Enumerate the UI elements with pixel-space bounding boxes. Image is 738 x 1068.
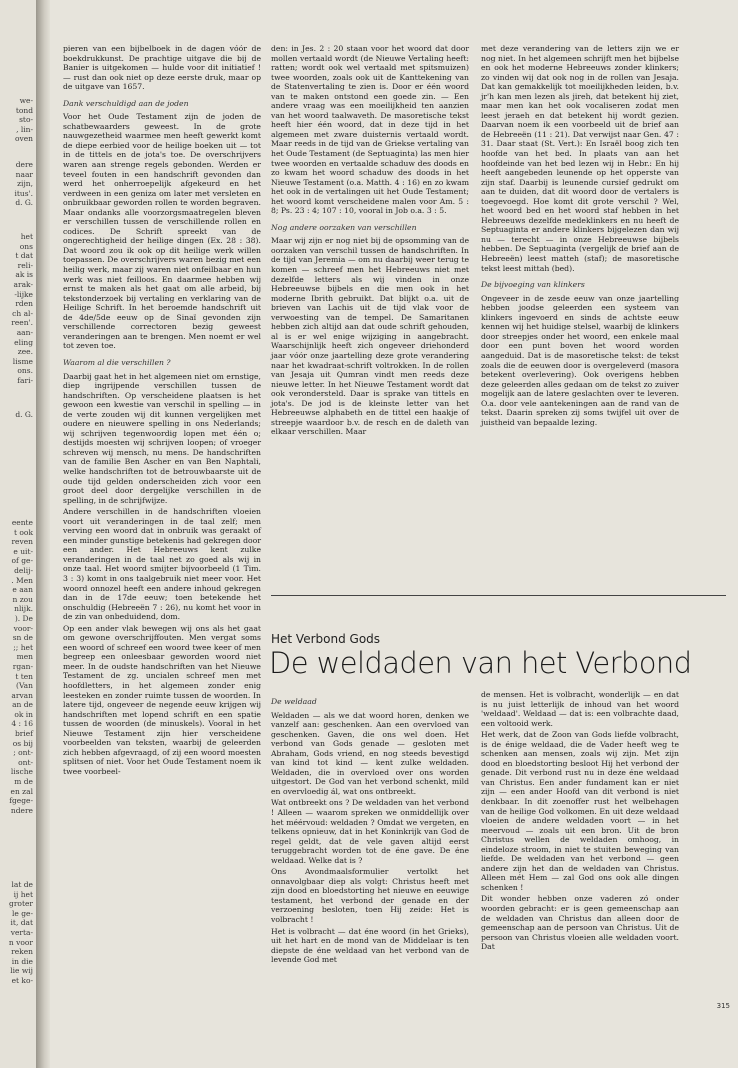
paragraph: pieren van een bijbelboek in de dagen vóór de boekdrukkunst. De prachtige uitgave die bij de Banier is uitgekomen — hulde voor dit initiatief ! — rust dan ook niet op deze eerste druk, maar op de uitgave van 1657.: [63, 44, 261, 92]
paragraph: Maar wij zijn er nog niet bij de opsomming van de oorzaken van verschil tussen de handschriften. In de tijd van Jeremia — om nu daarbij weer terug te komen — schreef men het Hebreeuws niet met dezelfde letters als wij vinden in onze Hebreeuwse bijbels en die men ook in het moderne Ibrith gebruikt. Dat blijkt o.a. uit de brieven van Lachis uit de tijd vlak voor de verwoesting van de tempel. De Samaritanen hebben zich altijd aan dat oude schrift gehouden, al is er wel enige wijziging in aangebracht. Waarschijnlijk heeft zich ongeveer driehonderd jaar vóór onze jaartelling deze grote verandering naar het kwadraat-schrift voltrokken. In de rollen van Jesaja uit Qumran vindt men reeds deze nieuwe letter. In het Nieuwe Testament wordt dat ook verondersteld. Daar is sprake van tittels en jota's. De jod is de kleinste letter van het Hebreeuwse alphabeth en de tittel een haakje of streepje waardoor b.v. de resch en de daleth van elkaar verschillen. Maar: [271, 236, 469, 437]
paragraph: Het is volbracht — dat éne woord (in het Grieks), uit het hart en de mond van de Middelaar is ten diepste de éne weldaad van het verbond van de levende God met: [271, 926, 469, 965]
previous-page-margin: [0, 0, 37, 1068]
paragraph: Daarbij gaat het in het algemeen niet om ernstige, diep ingrijpende verschillen tussen de handschriften. Op verscheidene plaatsen is het gewoon een kwestie van verschil in spelling — in de verte zouden wij dit kunnen vergelijken met oudere en nieuwere spelling in ons Nederlands; wij schrijven tegenwoordig lopen met één o; destijds moesten wij schrijven loopen; of vroeger schreven wij mensch, nu mens. De handschriften van de familie Ben Ascher en van Ben Naphtali, welke handschriften tot de betrouwbaarste uit de oude tijd gelden onderscheiden zich voor een groot deel door dergelijke verschillen in de spelling, in de schrijfwijze.: [63, 371, 261, 505]
subheading: Nog andere oorzaken van verschillen: [271, 222, 417, 232]
paragraph: Het werk, dat de Zoon van Gods liefde volbracht, is de énige weldaad, die de Vader heeft weg te schenken aan mensen, zoals wij zijn. Met zijn dood en bloedstorting besloot Hij het verbond der genade. Dit verbond rust nu in deze éne weldaad van Christus. Een ander fundament kan er niet zijn — een ander Hoofd van dit verbond is niet denkbaar. In dit zoenoffer rust het welbehagen van de heilige God volkomen. En uit deze weldaad vloeien de andere weldaden voort — in het meervoud — zoals uit een bron. Uit de bron Christus wellen de weldaden omhoog, in eindeloze stroom, in niet te stuiten beweging van liefde. De weldaden van het verbond — geen andere zijn het dan de weldaden van Christus. Alleen mét Hem — zal God ons ook alle dingen schenken !: [481, 730, 679, 892]
previous-page-text-fragment: d. G.: [15, 410, 33, 419]
article-column-2: [481, 690, 679, 1055]
subheading: Waarom al die verschillen ?: [63, 357, 171, 367]
article-column-1: [271, 690, 469, 1055]
paragraph: Ongeveer in de zesde eeuw van onze jaartelling hebben joodse geleerden een systeem van klinkers ingevoerd en sinds de achtste eeuw kennen wij het huidige stelsel, waarbij de klinkers door streepjes onder het woord, een enkele maal door een punt boven het woord worden aangeduid. Dat is de masoretische tekst: de tekst zoals die de eeuwen door is overgeleverd (masora betekent overlevering). Ook overigens hebben deze geleerden alles gedaan om de tekst zo zuiver mogelijk aan de latere geslachten over te leveren. O.a. door vele aantekeningen aan de rand van de tekst. Daarin spreken zij soms twijfel uit over de juistheid van bepaalde lezing.: [481, 293, 679, 427]
paragraph: Weldaden — als we dat woord horen, denken we vanzelf aan: geschenken. Aan een overvloed van geschenken. Gaven, die ons wel doen. Het verbond van Gods genade — gesloten met Abraham, Gods vriend, en nog steeds bevestigd van kind tot kind — kent zulke weldaden. Weldaden, die in overvloed over ons worden uitgestort. De God van het verbond schenkt, mild en overvloedig ál, wat ons ontbreekt.: [271, 710, 469, 796]
column-1: [63, 44, 261, 1054]
paragraph: den: in Jes. 2 : 20 staan voor het woord dat door mollen vertaald wordt (de Nieuwe Vertaling heeft: ratten; wordt ook wel vertaald met spitsmuizen) twee woorden, zoals ook uit de Kanttekening van de Statenvertaling te zien is. Door er één woord van te maken ontstond een goede zin. — Een andere vraag was een moeilijkheid ten aanzien van het woord taalwaveth. De masoretische tekst heeft hier één woord, dat in deze tijd in het algemeen met zware duisternis vertaald wordt. Maar reeds in de tijd van de Griekse vertaling van het Oude Testament (de Septuaginta) las men hier twee woorden en vertaalde schaduw des doods en zo kwam het woord schaduw des doods in het Nieuwe Testament (o.a. Matth. 4 : 16) en zo kwam het ook in de vertalingen uit het Oude Testament; het woord komt verscheidene malen voor Am. 5 : 8; Ps. 23 : 4; 107 : 10, vooral in Job o.a. 3 : 5.: [271, 44, 469, 216]
paragraph: Andere verschillen in de handschriften vloeien voort uit veranderingen in de taal zelf; men verving een woord dat in onbruik was geraakt of een minder gunstige betekenis had gekregen door een ander. Het Hebreeuws kent zulke veranderingen in de taal net zo goed als wij in onze taal. Het woord smijter bijvoorbeeld (1 Tim. 3 : 3) komt in ons taalgebruik niet meer voor. Het woord onnozel heeft een andere inhoud gekregen dan in de 17de eeuw; toen betekende het onschuldig (Hebreeën 7 : 26), nu komt het voor in de zin van onbeduidend, dom.: [63, 507, 261, 622]
previous-page-text-fragment: lat de ij het groter le ge- it, dat verta- n voor reken in die lie wij et ko-: [8, 880, 33, 985]
page-number: 315: [716, 1002, 730, 1010]
column-3: [481, 44, 679, 574]
section-divider: [271, 595, 726, 596]
article-kicker: Het Verbond Gods: [271, 632, 381, 646]
magazine-page: [50, 0, 738, 1068]
previous-page-text-fragment: dere naar zijn, itus'. d. G.: [14, 160, 33, 208]
paragraph: Ons Avondmaalsformulier vertolkt het onnavolgbaar diep als volgt: Christus heeft met zijn dood en bloedstorting het nieuwe en eeuwige testament, het verbond der genade en der verzoening besloten, toen Hij zeide: Het is volbracht !: [271, 867, 469, 925]
article-headline: De weldaden van het Verbond: [269, 646, 692, 680]
previous-page-text-fragment: het ons t dat reli- ak is arak- -lijke rden ch al- reen'. aan- eling zee. lisme ons. fari-: [11, 232, 33, 385]
subheading: De bijvoeging van klinkers: [481, 280, 585, 290]
paragraph: de mensen. Het is volbracht, wonderlijk — en dat is nu juist letterlijk de inhoud van het woord 'weldaad'. Weldaad — dat is: een volbrachte daad, een voltooid werk.: [481, 690, 679, 728]
subheading: Dank verschuldigd aan de joden: [63, 98, 189, 108]
paragraph: Op een ander vlak bewegen wij ons als het gaat om gewone overschrijffouten. Men vergat soms een woord of schreef een woord twee keer of men begreep een onleesbaar geworden woord niet meer. In de oudste handschriften van het Nieuwe Testament de zg. uncialen schreef men met hoofdletters, in het algemeen zonder enig leesteken en zonder ruimte tussen de woorden. In latere tijd, ongeveer de negende eeuw krijgen wij handschriften met lopend schrift en een spatie tussen de woorden (de minuskels). Vooral in het Nieuwe Testament zijn hier verscheidene voorbeelden van teksten, waarbij de geleerden zich hebben afgevraagd, of zij een woord moesten splitsen of niet. Voor het Oude Testament noem ik twee voorbeel-: [63, 623, 261, 776]
paragraph: met deze verandering van de letters zijn we er nog niet. In het algemeen schrijft men het bijbelse en ook het moderne Hebreeuws zonder klinkers; zo vinden wij dat ook nog in de rollen van Jesaja. Dat kan gemakkelijk tot moeilijkheden leiden, b.v. jr'h kan men lezen als jireh, dat betekent hij ziet, maar men kan het ook vocaliseren zodat men leest jeraeh en dat betekent hij wordt gezien. Daarvan noem ik een voorbeeld uit de brief aan de Hebreeën (11 : 21). Dat verwijst naar Gen. 47 : 31. Daar staat (St. Vert.): En Israël boog zich ten hoofde van het bed. In plaats van aan het hoofdeinde van het bed lezen wij in Hebr.: En hij heeft aangebeden leunende op het opperste van zijn staf. Daarbij is leunende cursief gedrukt om aan te duiden, dat dit woord door de vertalers is toegevoegd. Hoe komt dit grote verschil ? Wel, het woord bed en het woord staf hebben in het Hebreeuws dezelfde medeklinkers en nu heeft de Septuaginta er andere klinkers bijgelezen dan wij nu — terecht — in onze Hebreeuwse bijbels hebben. De Septuaginta (vergelijk de brief aan de Hebreeën) leest matteh (staf); de masoretische tekst leest mittah (bed).: [481, 44, 679, 273]
paragraph: Wat ontbreekt ons ? De weldaden van het verbond ! Alleen — waarom spreken we onmiddellijk over het méérvoud: weldaden ? Omdat we vergeten, en telkens opnieuw, dat in het Koninkrijk van God de regel geldt, dat de vele gaven altijd eerst teruggebracht worden tot de éne gave. De éne weldaad. Welke dat is ?: [271, 798, 469, 865]
previous-page-text-fragment: we- tond sto- , lin- oven: [14, 96, 33, 144]
previous-page-text-fragment: eente t ook reven e uit- of ge- delij- . Men e aan n zou nlijk. ). De voor- sn de ;; het men rgan- t ten (Van arvan an de ok in 4 : 16 brief os bij ; ont- ont- lische m de en zal fgege- ndere: [9, 518, 33, 815]
paragraph: Voor het Oude Testament zijn de joden de schatbewaarders geweest. In de grote nauwgezetheid waarmee men heeft gewerkt komt de diepe eerbied voor de heilige boeken uit — tot in de tittels en de jota's toe. De overschrijvers waren aan strenge regels gebonden. Werden er teveel fouten in een handschrift gevonden dan werd het onherroepelijk afgekeurd en het verdween in een geniza om later met versleten en onbruikbaar geworden rollen te worden begraven. Maar ondanks alle voorzorgsmaatregelen bleven er verschillen tussen de verschillende rollen en codices. De Schrift spreekt van de ongerechtigheid der heilige dingen (Ex. 28 : 38). Dat woord zou ik ook op dit heilige werk willen toepassen. De overschrijvers waren bezig met een heilig werk, maar zij waren niet onfeilbaar en hun werk was niet feilloos. En daarmee hebben wij ernst te maken als het gaat om alle arbeid, bij tekstonderzoek bij vertaling en verklaring van de Heilige Schrift. In het beroemde handschrift uit de 4de/5de eeuw op de Sinaï gevonden zijn verschillende correctoren bezig geweest veranderingen aan te brengen. Men noemt er wel tot zeven toe.: [63, 112, 261, 351]
book-gutter: [36, 0, 50, 1068]
paragraph: Dit wonder hebben onze vaderen zó onder woorden gebracht: er is geen gemeenschap aan de weldaden van Christus dan alleen door de gemeenschap aan de persoon van Christus. Uit de persoon van Christus vloeien alle weldaden voort. Dat: [481, 894, 679, 952]
column-2: [271, 44, 469, 574]
subheading: De weldaad: [271, 697, 317, 706]
